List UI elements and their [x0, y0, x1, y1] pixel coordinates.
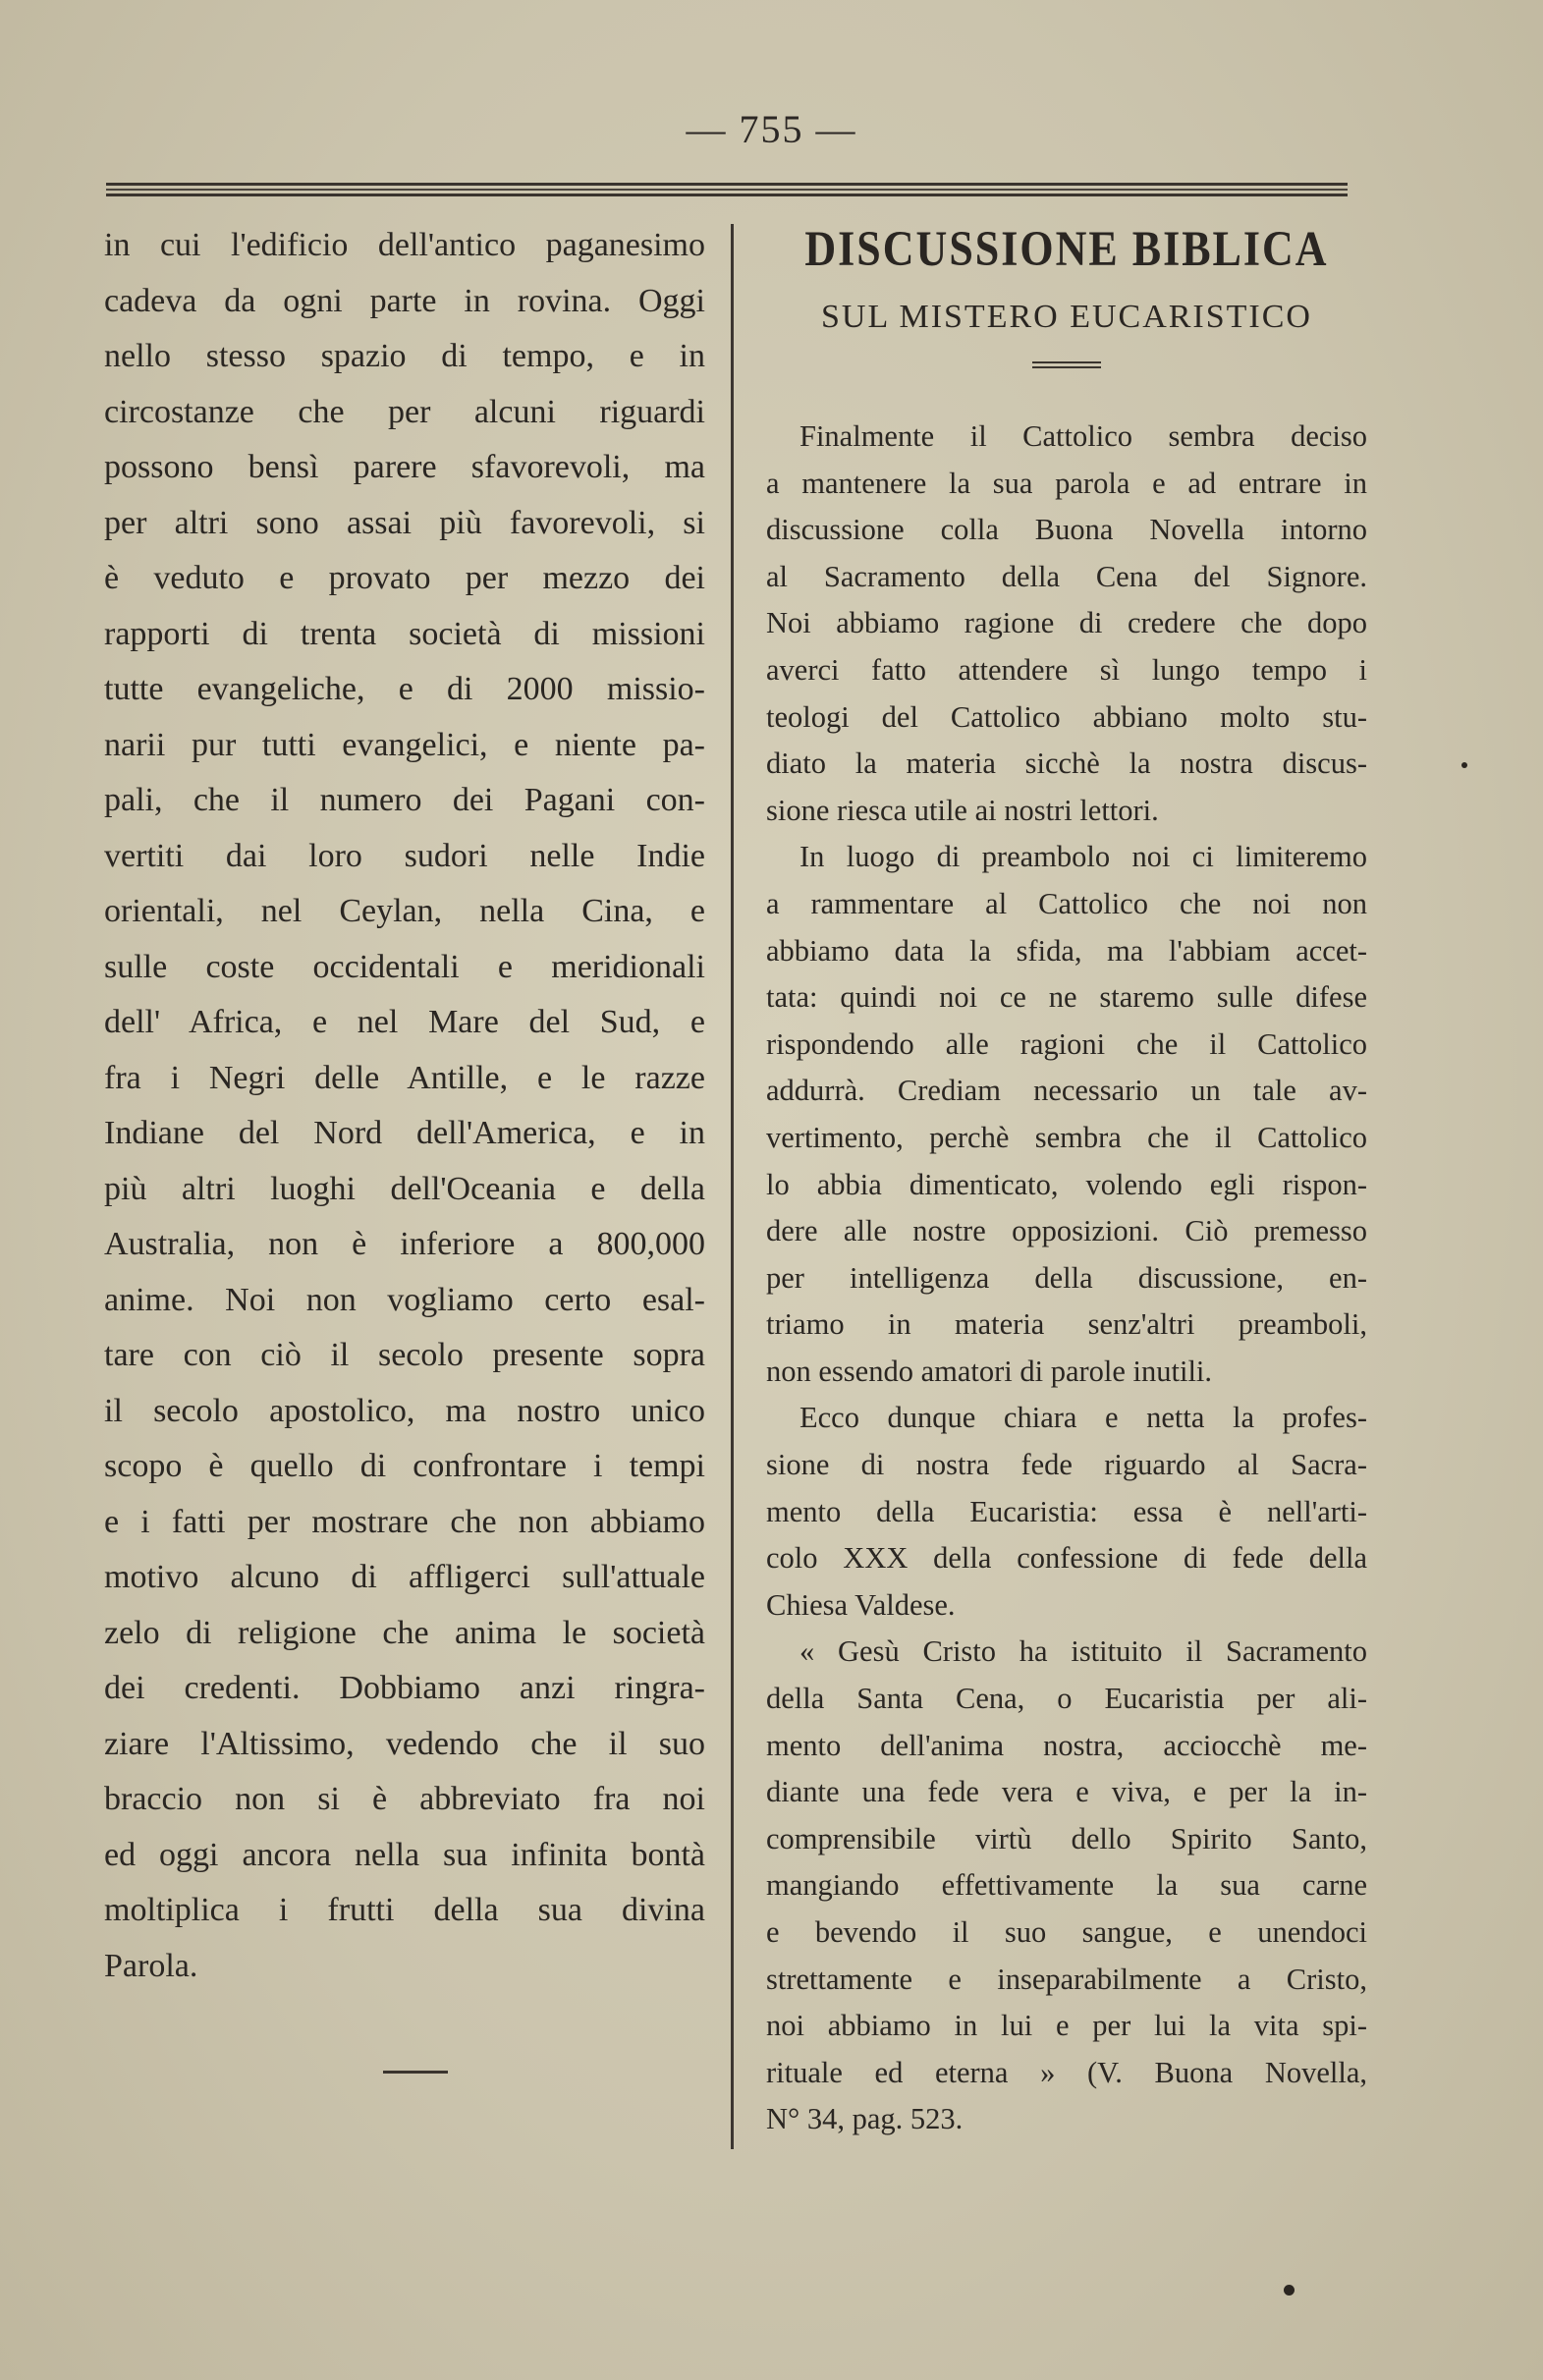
text-line: e bevendo il suo sangue, e unendoci — [766, 1915, 1367, 1949]
article-title: DISCUSSIONE BIBLICA — [804, 221, 1329, 277]
left-column — [104, 218, 705, 1994]
text-line: diante una fede vera e viva, e per la in- — [766, 1775, 1367, 1809]
text-line: cadeva da ogni parte in rovina. Oggi — [104, 282, 705, 319]
text-line: averci fatto attendere sì lungo tempo i — [766, 652, 1367, 687]
text-line: è veduto e provato per mezzo dei — [104, 560, 705, 596]
text-line: più altri luoghi dell'Oceania e della — [104, 1170, 705, 1207]
text-line: possono bensì parere sfavorevoli, ma — [104, 449, 705, 485]
text-line: mento della Eucaristia: essa è nell'arti- — [766, 1494, 1367, 1528]
text-line: noi abbiamo in lui e per lui la vita spi- — [766, 2009, 1367, 2043]
text-line: discussione colla Buona Novella intorno — [766, 513, 1367, 547]
text-line: vertimento, perchè sembra che il Cattolico — [766, 1120, 1367, 1154]
text-line: teologi del Cattolico abbiano molto stu- — [766, 699, 1367, 734]
text-line: a mantenere la sua parola e ad entrare in — [766, 466, 1367, 500]
text-line: Australia, non è inferiore a 800,000 — [104, 1226, 705, 1262]
text-line: ziare l'Altissimo, vedendo che il suo — [104, 1725, 705, 1762]
text-line: mangiando effettivamente la sua carne — [766, 1868, 1367, 1903]
text-line: Ecco dunque chiara e netta la profes- — [799, 1401, 1367, 1435]
text-line: circostanze che per alcuni riguardi — [104, 393, 705, 430]
title-double-rule — [1032, 361, 1101, 368]
text-line: motivo alcuno di affligerci sull'attuale — [104, 1559, 705, 1595]
right-column — [766, 218, 1367, 2143]
text-line: addurrà. Crediam necessario un tale av- — [766, 1074, 1367, 1108]
text-line: colo XXX della confessione di fede della — [766, 1541, 1367, 1576]
text-line: In luogo di preambolo noi ci limiteremo — [799, 840, 1367, 874]
text-line: dei credenti. Dobbiamo anzi ringra- — [104, 1670, 705, 1706]
text-line: tare con ciò il secolo presente sopra — [104, 1337, 705, 1373]
text-line: a rammentare al Cattolico che noi non — [766, 886, 1367, 920]
ink-spot — [1461, 762, 1467, 768]
text-line: triamo in materia senz'altri preamboli, — [766, 1307, 1367, 1342]
header-double-rule — [106, 183, 1348, 196]
ink-spot — [1284, 2285, 1295, 2296]
text-line: nello stesso spazio di tempo, e in — [104, 338, 705, 374]
text-line: rituale ed eterna » (V. Buona Novella, — [766, 2055, 1367, 2089]
text-line: rapporti di trenta società di missioni — [104, 615, 705, 652]
text-line: al Sacramento della Cena del Signore. — [766, 559, 1367, 593]
text-line: zelo di religione che anima le società — [104, 1614, 705, 1651]
text-line: non essendo amatori di parole inutili. — [766, 1354, 1213, 1388]
text-line: sione di nostra fede riguardo al Sacra- — [766, 1448, 1367, 1482]
text-line: fra i Negri delle Antille, e le razze — [104, 1059, 705, 1096]
text-line: mento dell'anima nostra, acciocchè me- — [766, 1728, 1367, 1762]
text-line: e i fatti per mostrare che non abbiamo — [104, 1503, 705, 1540]
text-line: della Santa Cena, o Eucaristia per ali- — [766, 1682, 1367, 1716]
text-line: per altri sono assai più favorevoli, si — [104, 504, 705, 541]
text-line: Chiesa Valdese. — [766, 1587, 956, 1622]
article-subtitle: SUL MISTERO EUCARISTICO — [821, 299, 1312, 335]
text-line: braccio non si è abbreviato fra noi — [104, 1781, 705, 1817]
text-line: per intelligenza della discussione, en- — [766, 1260, 1367, 1295]
text-line: sione riesca utile ai nostri lettori. — [766, 793, 1159, 827]
text-line: rispondendo alle ragioni che il Cattolico — [766, 1026, 1367, 1061]
text-line: Finalmente il Cattolico sembra deciso — [799, 419, 1367, 453]
text-line: diato la materia sicchè la nostra discus- — [766, 747, 1367, 781]
text-line: narii pur tutti evangelici, e niente pa- — [104, 726, 705, 763]
text-line: N° 34, pag. 523. — [766, 2102, 964, 2136]
text-line: in cui l'edificio dell'antico paganesimo — [104, 227, 705, 263]
text-line: Indiane del Nord dell'America, e in — [104, 1115, 705, 1151]
text-line: ed oggi ancora nella sua infinita bontà — [104, 1836, 705, 1873]
text-line: « Gesù Cristo ha istituito il Sacramento — [799, 1634, 1367, 1669]
page-number: — 755 — — [686, 107, 857, 151]
text-line: strettamente e inseparabilmente a Cristo, — [766, 1962, 1367, 1996]
text-line: pali, che il numero dei Pagani con- — [104, 782, 705, 818]
text-line: dell' Africa, e nel Mare del Sud, e — [104, 1004, 705, 1040]
text-line: Noi abbiamo ragione di credere che dopo — [766, 606, 1367, 640]
text-line: abbiamo data la sfida, ma l'abbiam accet- — [766, 933, 1367, 968]
text-line: il secolo apostolico, ma nostro unico — [104, 1392, 705, 1429]
text-line: dere alle nostre opposizioni. Ciò premesso — [766, 1214, 1367, 1248]
text-line: lo abbia dimenticato, volendo egli rispon- — [766, 1167, 1367, 1201]
text-line: Parola. — [104, 1947, 198, 1984]
column-divider — [731, 224, 734, 2149]
text-line: comprensibile virtù dello Spirito Santo, — [766, 1821, 1367, 1855]
text-line: tata: quindi noi ce ne staremo sulle difese — [766, 980, 1367, 1015]
article-body — [766, 414, 1367, 2143]
text-line: moltiplica i frutti della sua divina — [104, 1892, 705, 1928]
text-line: scopo è quello di confrontare i tempi — [104, 1448, 705, 1484]
text-line: anime. Noi non vogliamo certo esal- — [104, 1281, 705, 1318]
text-line: sulle coste occidentali e meridionali — [104, 948, 705, 985]
text-line: tutte evangeliche, e di 2000 missio- — [104, 671, 705, 707]
text-line: orientali, nel Ceylan, nella Cina, e — [104, 893, 705, 929]
section-end-rule — [383, 2071, 448, 2074]
text-line: vertiti dai loro sudori nelle Indie — [104, 837, 705, 874]
